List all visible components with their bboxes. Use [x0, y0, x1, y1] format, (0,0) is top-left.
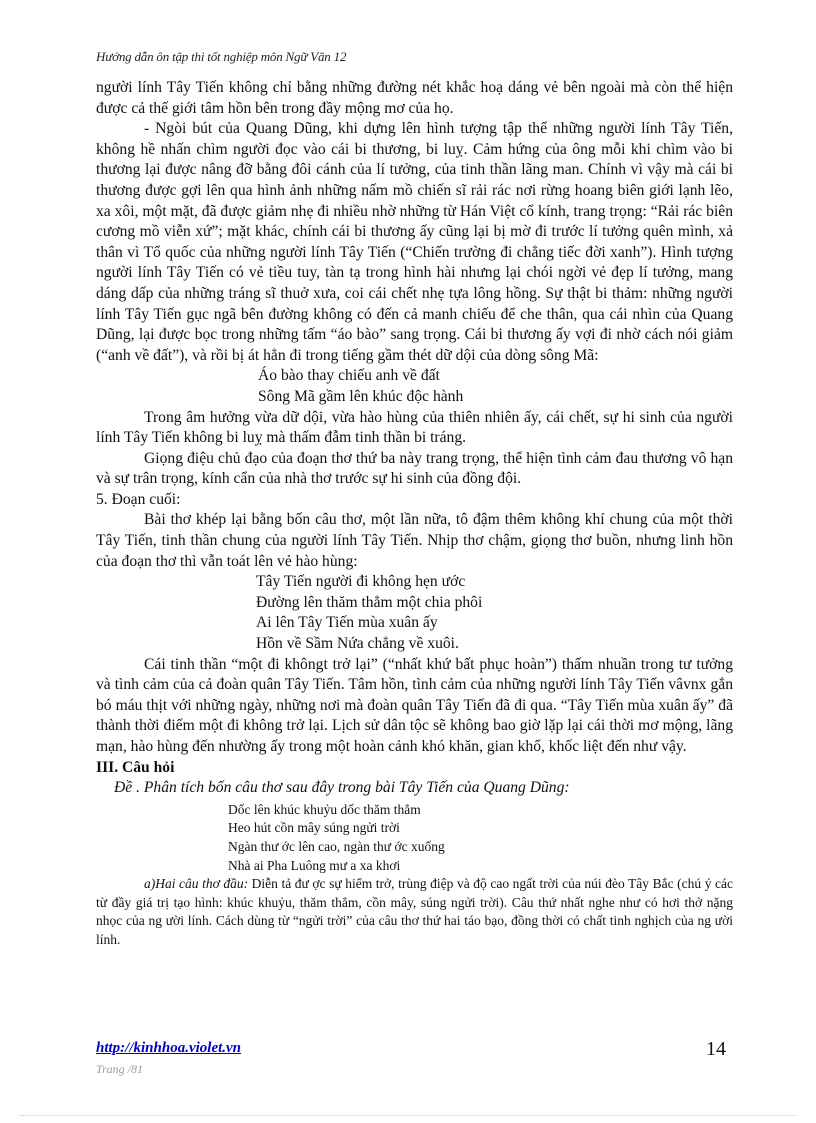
verse-line: Ngàn thư ớc lên cao, ngàn thư ớc xuống [228, 838, 445, 854]
verse-line: Heo hút cồn mây súng ngửi trời [228, 820, 400, 836]
question-title: Đề . Phân tích bốn câu thơ sau đây trong bài Tây Tiến của Quang Dũng: [114, 779, 570, 797]
section-heading: 5. Đoạn cuối: [96, 490, 181, 508]
question-verse [96, 801, 733, 950]
paragraph: - Ngòi bút của Quang Dũng, khi dựng lên hình tượng tập thể những người lính Tây Tiến, không hề nhấn chìm người đọc vào cái bi thương, bi luỵ. Cảm hứng của ông mỗi khi chìm vào bi thương lại được nâng đỡ bằng đôi cánh của lí tưởng, của tinh thần lãng man. Chính vì vậy mà cái bi thương được gợi lên qua hình ảnh những nấm mồ chiến sĩ rải rác nơi rừng hoang biên giới lạnh lẽo, xa xôi, một mặt, đã được giảm nhẹ đi nhiều nhờ những từ Hán Việt cổ kính, trang trọng: “Rải rác biên cương mồ viễn xứ”; mặt khác, chính cái bi thương ấy cũng lại bị mờ đi trước lí tưởng quên mình, xả thân vì Tổ quốc của những người lính Tây Tiến (“Chiến trường đi chẳng tiếc đời xanh”). Hình tượng người lính Tây Tiến có vẻ tiều tuy, tàn tạ trong hình hài nhưng lại chói ngời vẻ đẹp lí tưởng, mang dáng dấp của những tráng sĩ thuở xưa, coi cái chết nhẹ tựa lông hồng. Sự thật bi thảm: những người lính Tây Tiến gục ngã bên đường không có đến cả manh chiếu để che thân, qua cái nhìn của Quang Dũng, lại được bọc trong những tấm “áo bào” sang trọng. Cái bi thương ấy vợi đi nhờ cách nói giảm (“anh về đất”), và rồi bị át hẳn đi trong tiếng gầm thét dữ dội của dòng sông Mã: [96, 120, 733, 364]
paragraph: người lính Tây Tiến không chỉ bằng những đường nét khắc hoạ dáng vẻ bên ngoài mà còn thể hiện được cả thế giới tâm hồn bên trong đầy mộng mơ của họ. [96, 79, 733, 117]
verse-line: Áo bào thay chiếu anh về đất [258, 367, 440, 385]
verse-line: Nhà ai Pha Luông mư a xa khơi [228, 857, 401, 873]
answer-paragraph [96, 875, 733, 949]
document-body [96, 78, 733, 950]
paragraph: Trong âm hưởng vừa dữ dội, vừa hào hùng của thiên nhiên ấy, cái chết, sự hi sinh của người lính Tây Tiến không bi luỵ mà thấm đẫm tinh thần bi tráng. [96, 408, 733, 447]
verse-line: Tây Tiến người đi không hẹn ước [256, 573, 466, 591]
answer-label: a)Hai câu thơ đầu: [144, 876, 249, 892]
paragraph: Bài thơ khép lại bằng bốn câu thơ, một lần nữa, tô đậm thêm không khí chung của một thời Tây Tiến, tinh thần chung của người lính Tây Tiến. Nhịp thơ chậm, giọng thơ buồn, nhưng linh hồn của đoạn thơ thì vẫn toát lên vẻ hào hùng: [96, 511, 733, 570]
verse-line: Dốc lên khúc khuỷu dốc thăm thẳm [228, 801, 421, 817]
page-number: 14 [706, 1038, 726, 1060]
verse-line: Đường lên thăm thẳm một chia phôi [256, 593, 483, 611]
footer-page-label: Trang /81 [96, 1062, 144, 1076]
verse-line: Ai lên Tây Tiến mùa xuân ấy [256, 614, 438, 632]
answer-text: Diễn tả đư ợc sự hiểm trở, trùng điệp và độ cao ngất trời của núi đèo Tây Bắc (chú ý các từ đầy giá trị tạo hình: khúc khuỷu, thăm thẳm, cồn mây, súng ngửi trời). Câu thứ nhất nghe như có hơi thở nặng nhọc của ng ười lính. Cách dùng từ “ngửi trời” của câu thơ thứ hai táo bạo, đồng thời có chất tinh nghịch của ng ười lính. [96, 876, 733, 947]
verse-line: Hồn về Sầm Nứa chẳng về xuôi. [256, 635, 459, 653]
paragraph: Giọng điệu chủ đạo của đoạn thơ thứ ba này trang trọng, thể hiện tình cảm đau thương vô hạn và sự trân trọng, kính cẩn của nhà thơ trước sự hi sinh của đồng đội. [96, 449, 733, 488]
running-header: Hướng dẫn ôn tập thi tốt nghiệp môn Ngữ Văn 12 [96, 49, 347, 64]
page-divider [20, 1115, 796, 1116]
section-heading: III. Câu hỏi [96, 758, 175, 776]
paragraph: Cái tinh thần “một đi khôngt trở lại” (“nhất khứ bất phục hoàn”) thấm nhuần trong tư tưởng và tình cảm của cả đoàn quân Tây Tiến. Tâm hồn, tình cảm của những người lính Tây Tiến vâvnx gắn bó máu thịt với những ngày, những nơi mà đoàn quân Tây Tiến đã đi qua. “Tây Tiến mùa xuân ấy” đã thành thời điểm một đi không trở lại. Lịch sử dân tộc sẽ không bao giờ lặp lại cái thời mơ mộng, lãng mạn, hào hùng đến nhường ấy trong một hoàn cảnh khó khăn, gian khổ, khốc liệt đến như vậy. [96, 655, 733, 755]
verse-line: Sông Mã gầm lên khúc độc hành [258, 387, 464, 405]
footer-link[interactable]: http://kinhhoa.violet.vn [96, 1040, 242, 1056]
